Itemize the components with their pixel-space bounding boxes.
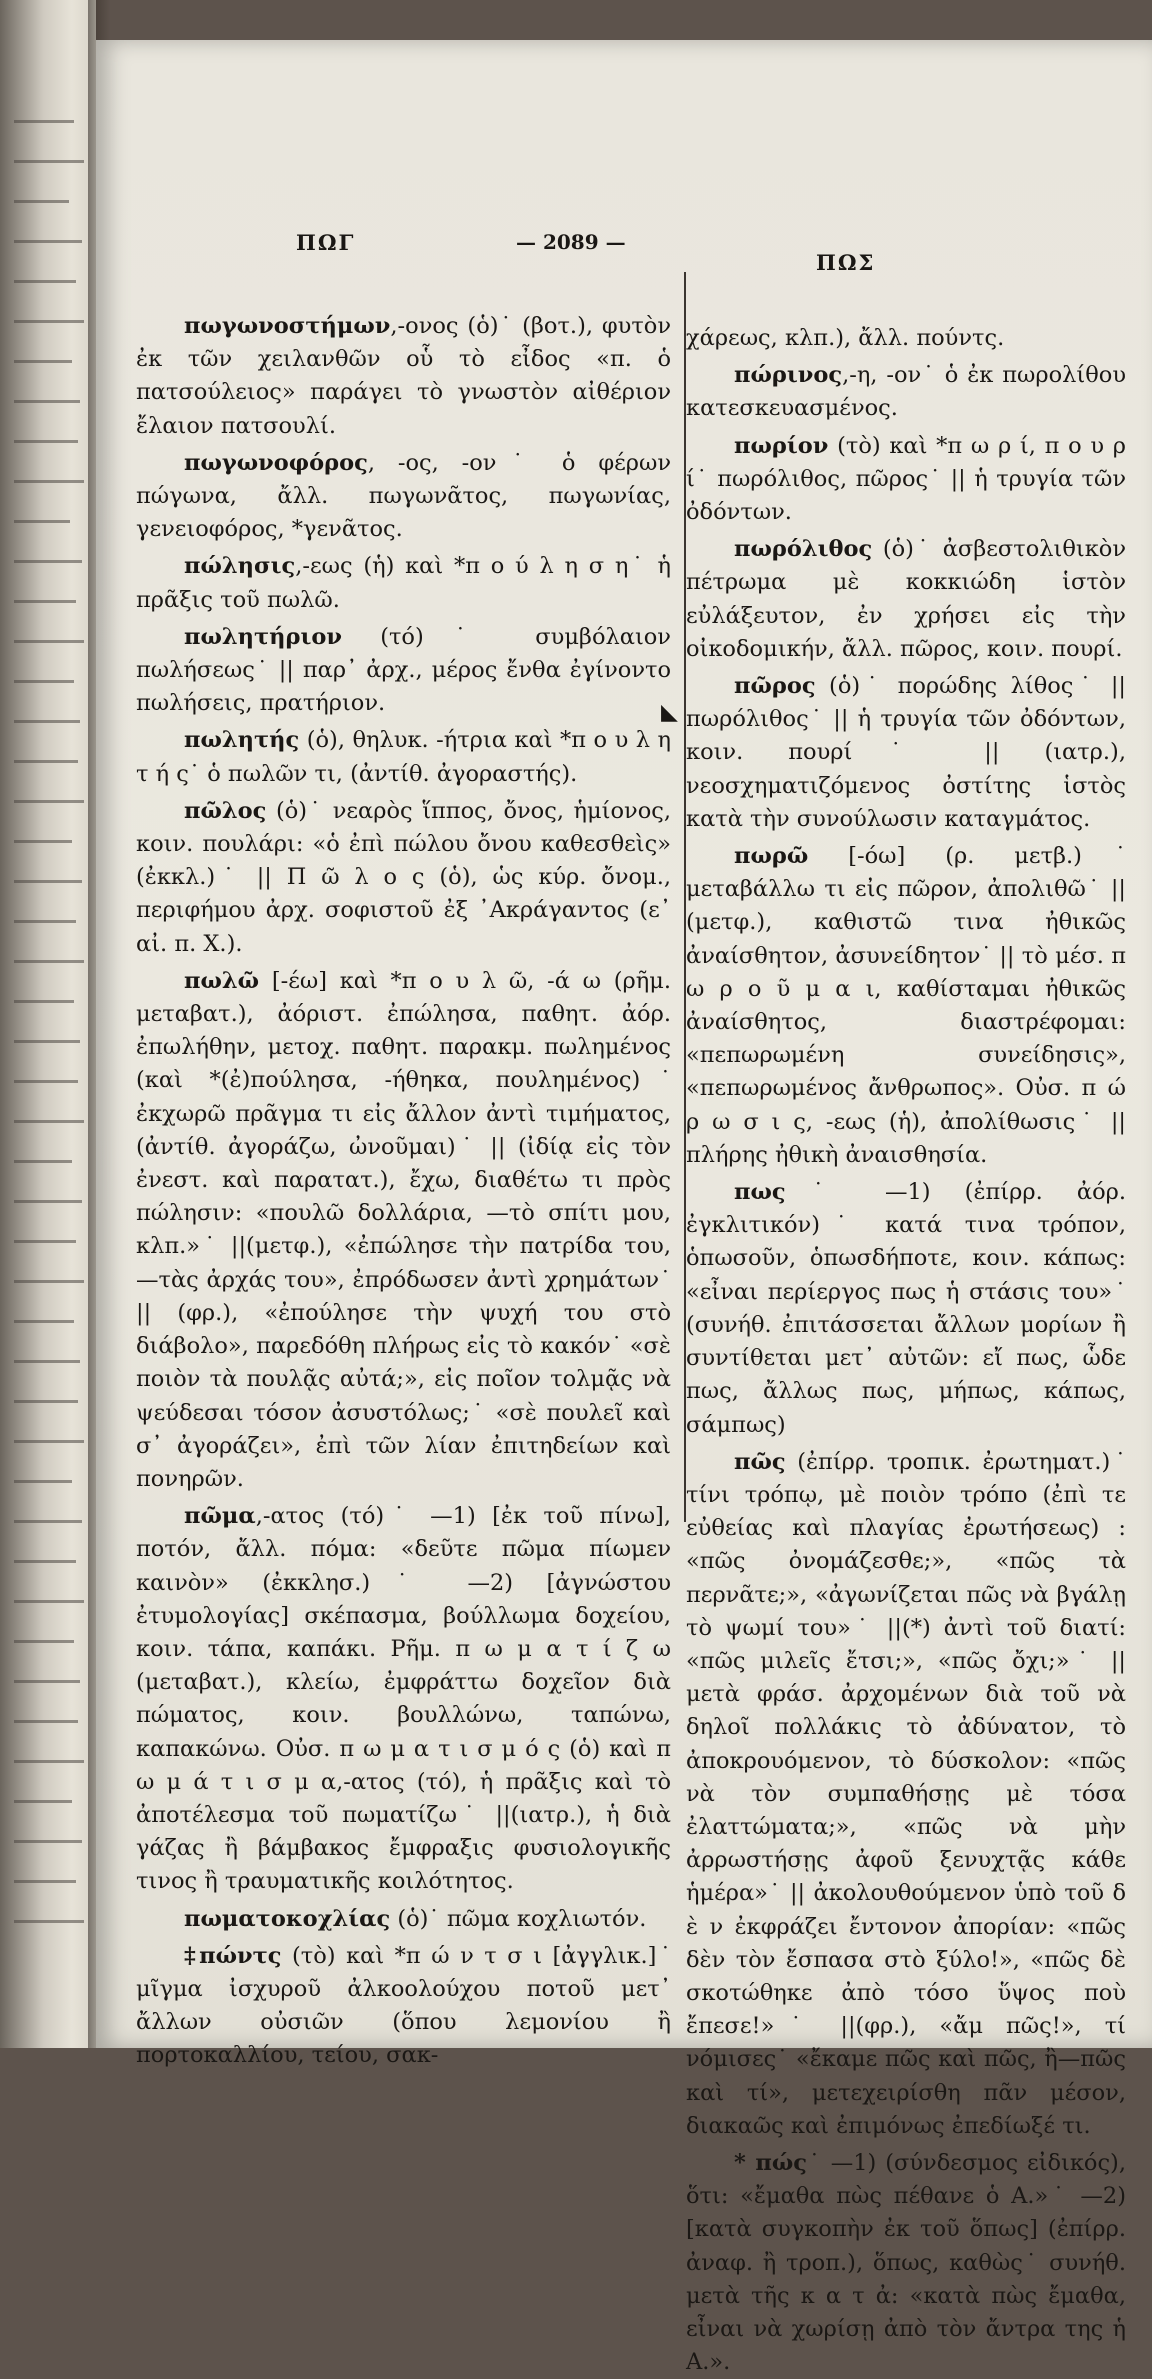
entry-headword: πῶλος bbox=[184, 797, 267, 824]
dictionary-entry bbox=[136, 447, 671, 547]
dictionary-entry bbox=[686, 2147, 1126, 2379]
entry-headword: πωρόλιθος bbox=[734, 536, 873, 563]
entry-definition: ˙ —1) (σύνδεσμος εἰδικός), ὅτι: «ἔμαθα πὼς πέθανε ὁ Α.»˙ —2) [κατὰ συγκοπὴν ἐκ τοῦ ὅπως] (ἐπίρρ. ἀναφ. ἢ τροπ.), ὅπως, καθὼς˙ συνήθ. μετὰ τῆς κ α τ ἀ: «κατὰ πὼς ἔμαθα, εἶναι νὰ χωρίσῃ ἀπὸ τὸν ἄντρα της ἡ Α.». bbox=[686, 2149, 1126, 2376]
entry-definition: (τὸ) καὶ *π ω ρ ί, π ο υ ρ ί˙ πωρόλιθος, πῶρος˙ || ἡ τρυγία τῶν ὀδόντων. bbox=[686, 432, 1126, 526]
entry-headword: πωλητής bbox=[184, 727, 300, 754]
entry-headword: πώρινος bbox=[734, 362, 843, 389]
entry-headword: πῶρος bbox=[734, 673, 816, 700]
entry-definition: ,-εως (ἡ) καὶ *π ο ύ λ η σ η˙ ἡ πρᾶξις τοῦ πωλῶ. bbox=[136, 553, 671, 613]
entry-headword: πωρῶ bbox=[734, 843, 809, 870]
dictionary-entry bbox=[686, 359, 1126, 425]
entry-headword: πωγωνοστήμων bbox=[184, 313, 391, 339]
entry-definition: (τὸ) καὶ *π ώ ν τ σ ι [ἀγγλικ.]˙ μῖγμα ἰσχυροῦ ἀλκοολούχου ποτοῦ μετ᾿ ἄλλων οὐσιῶν (ὅπου λεμονίου ἢ πορτοκαλλίου, τείου, σακ- bbox=[136, 1942, 672, 2069]
entry-definition: (ὁ)˙ νεαρὸς ἵππος, ὄνος, ἡμίονος, κοιν. πουλάρι: «ὁ ἐπὶ πώλου ὄνου καθεσθεὶς» (ἐκκλ.)˙ || Π ῶ λ ο ς (ὁ), ὡς κύρ. ὄνομ., περιφήμου ἀρχ. σοφιστοῦ ἐξ ᾿Ακράγαντος (ε᾿ αἰ. π. Χ.). bbox=[136, 797, 671, 957]
dictionary-entry bbox=[686, 840, 1126, 1172]
entry-definition: ,-ονος (ὁ)˙ (βοτ.), φυτὸν ἐκ τῶν χειλανθῶν οὗ τὸ εἶδος «π. ὁ πατσούλειος» παράγει τὸ γνωστὸν αἰθέριον ἔλαιον πατσουλί. bbox=[136, 313, 671, 439]
dictionary-entry bbox=[686, 430, 1126, 530]
previous-page-edge bbox=[0, 0, 96, 2048]
entry-headword: πωλητήριον bbox=[184, 623, 342, 650]
entry-headword: πώλησις bbox=[184, 553, 296, 580]
dictionary-entry bbox=[686, 533, 1126, 666]
entry-headword: ‡πώντς bbox=[184, 1942, 282, 1969]
entry-definition: (ἐπίρρ. τροπικ. ἐρωτηματ.)˙ τίνι τρόπῳ, μὲ ποιὸν τρόπο (ἐπὶ τε εὐθείας καὶ πλαγίας ἐρωτήσεως) : «πῶς ὀνομάζεσθε;», «πῶς τὰ περνᾶτε;», «ἀγωνίζεται πῶς νὰ βγάλῃ τὸ ψωμί του»˙ ||(*) ἀντὶ τοῦ διατί: «πῶς μιλεῖς ἔτσι;», «πῶς ὄχι;»˙ || μετὰ φράσ. ἀρχομένων διὰ τοῦ νὰ δηλοῖ πολλάκις τὸ ἀδύνατον, τὸ ἀποκρουόμενον, τὸ δύσκολον: «πῶς νὰ τὸν συμπαθήσῃς μὲ τόσα ἐλαττώματα;», «πῶς νὰ μὴν ἀρρωστήσῃς ἀφοῦ ξενυχτᾷς κάθε ἡμέρα»˙ || ἀκολουθούμενον ὑπὸ τοῦ δ ὲ ν ἐκφράζει ἔντονον ἀπορίαν: «πῶς δὲν τὸν ἔσπασα στὸ ξύλο!», «πῶς δὲ σκοτώθηκε ἀπὸ τόσο ὕψος ποὺ ἔπεσε!»˙ ||(φρ.), «ἄμ πῶς!», τί νόμισες˙ «ἔκαμε πῶς καὶ πῶς, ἢ—πῶς καὶ τί», μετεχειρίσθη πᾶν μέσον, διακαῶς καὶ ἐπιμόνως ἐπεδίωξέ τι. bbox=[686, 1448, 1126, 2139]
entry-definition: (ὁ)˙ πῶμα κοχλιωτόν. bbox=[390, 1905, 647, 1932]
dictionary-entry bbox=[136, 965, 671, 1496]
dictionary-entry bbox=[136, 1903, 671, 1936]
pen-mark: ◣ bbox=[661, 700, 678, 725]
entry-definition: [-όω] (ρ. μετβ.)˙ μεταβάλλω τι εἰς πῶρον, ἀπολιθῶ˙ ||(μετφ.), καθιστῶ τινα ἠθικῶς ἀναίσθητον, ἀσυνείδητον˙ || τὸ μέσ. π ω ρ ο ῦ μ α ι, καθίσταμαι ἠθικῶς ἀναίσθητος, διαστρέφομαι: «πεπωρωμένη συνείδησις», «πεπωρωμένος ἄνθρωπος». Οὐσ. π ώ ρ ω σ ι ς, -εως (ἡ), ἀπολίθωσις˙ || πλήρης ἠθικὴ ἀναισθησία. bbox=[686, 843, 1126, 1168]
entry-definition: ,-η, -ον˙ ὁ ἐκ πωρολίθου κατεσκευασμένος. bbox=[686, 362, 1126, 422]
entry-definition: (ὁ), θηλυκ. -ήτρια καὶ *π ο υ λ η τ ή ς˙ ὁ πωλῶν τι, (ἀντίθ. ἀγοραστής). bbox=[136, 727, 671, 787]
running-header-left: ΠΩΓ bbox=[296, 230, 356, 255]
dictionary-entry bbox=[136, 724, 671, 790]
entry-headword: πῶμα bbox=[184, 1503, 256, 1530]
entry-definition: ,-ατος (τό)˙ —1) [ἐκ τοῦ πίνω], ποτόν, ἄλλ. πόμα: «δεῦτε πῶμα πίωμεν καινὸν» (ἐκκλησ.)˙ —2) [ἀγνώστου ἐτυμολογίας] σκέπασμα, βούλλωμα δοχείου, κοιν. τάπα, καπάκι. Ρῆμ. π ω μ α τ ί ζ ω (μεταβατ.), κλείω, ἐμφράττω δοχεῖον διὰ πώματος, κοιν. βουλλώνω, ταπώνω, καπακώνω. Οὐσ. π ω μ α τ ι σ μ ό ς (ὁ) καὶ π ω μ ά τ ι σ μ α,-ατος (τό), ἡ πρᾶξις καὶ τὸ ἀποτέλεσμα τοῦ πωματίζω˙ ||(ιατρ.), ἡ διὰ γάζας ἢ βάμβακος ἔμφραξις φυσιολογικῆς τινος ἢ τραυματικῆς κοιλότητος. bbox=[136, 1503, 671, 1895]
entry-definition: (ὁ)˙ πορώδης λίθος˙ || πωρόλιθος˙ || ἡ τρυγία τῶν ὀδόντων, κοιν. πουρί˙ || (ιατρ.), νεοσχηματιζόμενος ὀστίτης ἱστὸς κατὰ τὴν συνούλωσιν καταγμάτος. bbox=[686, 673, 1126, 832]
right-column bbox=[686, 322, 1126, 2379]
dictionary-entry bbox=[686, 1446, 1126, 2143]
entry-definition: (τό)˙ συμβόλαιον πωλήσεως˙ || παρ᾿ ἀρχ., μέρος ἔνθα ἐγίνοντο πωλήσεις, πρατήριον. bbox=[136, 623, 671, 717]
entry-definition: [-έω] καὶ *π ο υ λ ῶ, -ά ω (ρῆμ. μεταβατ.), ἀόριστ. ἐπώλησα, παθητ. ἀόρ. ἐπωλήθην, μετοχ. παθητ. παρακμ. πωλημένος (καὶ *(ἐ)πούλησα, -ήθηκα, πουλημένος)˙ ἐκχωρῶ πρᾶγμα τι εἰς ἄλλον ἀντὶ τιμήματος, (ἀντίθ. ἀγοράζω, ὠνοῦμαι)˙ || (ἰδίᾳ εἰς τὸν ἐνεστ. καὶ παρατατ.), ἔχω, διαθέτω τι πρὸς πώλησιν: «πουλῶ δολλάρια, —τὸ σπίτι μου, κλπ.»˙ ||(μετφ.), «ἐπώλησε τὴν πατρίδα του, —τὰς ἀρχάς του», ἐπρόδωσεν ἀντὶ χρημάτων˙ || (φρ.), «ἐπούλησε τὴν ψυχή του στὸ διάβολο», παρεδόθη πλήρως εἰς τὸ κακόν˙ «σὲ ποιὸν τὰ πουλᾷς αὐτά;», εἰς ποῖον τολμᾷς νὰ ψεύδεσαι τόσον ἀσυστόλως;˙ «σὲ πουλεῖ καὶ σ᾿ ἀγοράζει», ἐπὶ τῶν λίαν ἐπιτηδείων καὶ πονηρῶν. bbox=[136, 967, 671, 1492]
entry-definition: (ὁ)˙ ἀσβεστολιθικὸν πέτρωμα μὲ κοκκιώδη ἱστὸν εὐλάξευτον, ἐν χρήσει εἰς τὴν οἰκοδομικήν, ἄλλ. πῶρος, κοιν. πουρί. bbox=[686, 536, 1126, 662]
dictionary-entry bbox=[136, 550, 671, 616]
entry-definition: ˙ —1) (ἐπίρρ. ἀόρ. ἐγκλιτικόν)˙ κατά τινα τρόπον, ὁπωσοῦν, ὁπωσδήποτε, κοιν. κάπως: «εἶναι περίεργος πως ἡ στάσις του»˙ (συνήθ. ἐπιτάσσεται ἄλλων μορίων ἢ συντίθεται μετ᾿ αὐτῶν: εἴ πως, ὧδε πως, ἄλλως πως, μήπως, κάπως, σάμπως) bbox=[686, 1179, 1126, 1438]
page-number: — 2089 — bbox=[516, 230, 626, 254]
entry-headword: πωρίον bbox=[734, 432, 829, 459]
dictionary-entry bbox=[136, 621, 671, 721]
dictionary-entry bbox=[136, 1500, 671, 1898]
left-column bbox=[136, 310, 671, 2073]
dictionary-entry bbox=[136, 1940, 671, 2073]
dictionary-page bbox=[96, 40, 1152, 2376]
dictionary-entry bbox=[136, 310, 671, 443]
dictionary-entry bbox=[686, 1176, 1126, 1442]
entry-headword: πως bbox=[734, 1179, 786, 1206]
entry-headword: πῶς bbox=[734, 1448, 786, 1475]
entry-headword: πωλῶ bbox=[184, 967, 260, 994]
entry-definition: χάρεως, κλπ.), ἄλλ. πούντς. bbox=[686, 325, 1005, 351]
running-header-right: ΠΩΣ bbox=[816, 250, 876, 275]
entry-headword: πωγωνοφόρος bbox=[184, 449, 368, 476]
dictionary-entry bbox=[686, 322, 1126, 355]
dictionary-entry bbox=[686, 670, 1126, 836]
entry-headword: * πώς bbox=[734, 2149, 807, 2176]
dictionary-entry bbox=[136, 795, 671, 961]
entry-headword: πωματοκοχλίας bbox=[184, 1905, 391, 1932]
entry-definition: , -ος, -ον˙ ὁ φέρων πώγωνα, ἄλλ. πωγωνᾶτος, πωγωνίας, γενειοφόρος, *γενᾶτος. bbox=[136, 449, 671, 543]
